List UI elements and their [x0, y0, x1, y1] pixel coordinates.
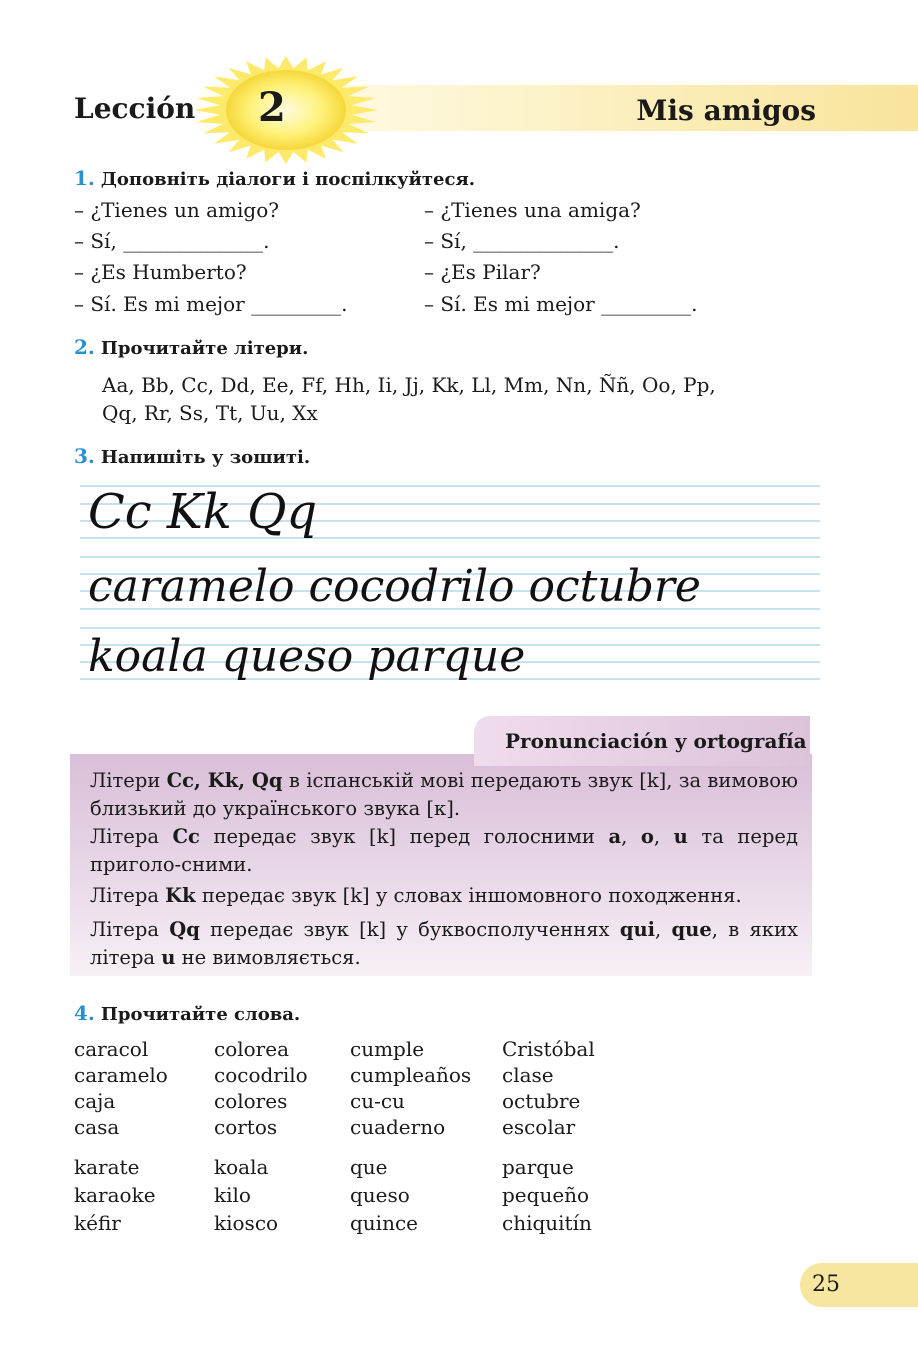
alphabet-line: Qq, Rr, Ss, Tt, Uu, Xx	[102, 401, 318, 425]
handwriting-lines	[80, 478, 820, 708]
word-item: escolar	[502, 1115, 576, 1139]
text: передає звук [k] перед голосними	[199, 825, 609, 848]
bold-letters: que	[671, 918, 712, 941]
bold-letters: a	[608, 825, 622, 848]
word-item: karaoke	[74, 1183, 156, 1207]
dialog-right-line: – ¿Tienes una amiga?	[424, 198, 641, 222]
dialog-left-line: – Sí, ______________.	[74, 229, 270, 253]
dialog-left-line: – ¿Tienes un amigo?	[74, 198, 279, 222]
word-item: octubre	[502, 1089, 581, 1113]
word-item: que	[350, 1155, 388, 1179]
exercise-number: 2.	[74, 335, 95, 359]
exercise-1-heading	[74, 166, 475, 190]
text: ,	[655, 918, 672, 941]
text: Літера	[90, 918, 170, 941]
word-item: colorea	[214, 1037, 289, 1061]
word-item: cocodrilo	[214, 1063, 308, 1087]
rule-paragraph	[90, 916, 798, 972]
text: в іспанській мові передають звук [k], за вимовою близький до українського звука [к].	[90, 769, 798, 820]
exercise-3-heading	[74, 444, 310, 468]
text: , в яких літера	[90, 918, 798, 969]
bold-letters: u	[673, 825, 688, 848]
word-item: kilo	[214, 1183, 251, 1207]
dialog-right-line: – Sí, ______________.	[424, 229, 620, 253]
text: передає звук [k] у словах іншомовного походження.	[195, 884, 742, 907]
word-item: cu-cu	[350, 1089, 405, 1113]
word-item: cumple	[350, 1037, 425, 1061]
page-title: Mis amigos	[636, 94, 816, 127]
exercise-instruction: Прочитайте літери.	[100, 338, 309, 359]
handwriting-line-1: Cc Kk Qq	[88, 484, 318, 540]
handwriting-line-3: koala queso parque	[88, 631, 526, 682]
word-item: karate	[74, 1155, 140, 1179]
word-item: caracol	[74, 1037, 149, 1061]
bold-letters: o	[640, 825, 654, 848]
word-item: kéfir	[74, 1211, 121, 1235]
word-item: cortos	[214, 1115, 278, 1139]
sun-burst-icon	[193, 55, 379, 165]
rule-paragraph	[90, 823, 798, 879]
word-item: casa	[74, 1115, 120, 1139]
text: ,	[621, 825, 641, 848]
alphabet-line: Aa, Bb, Cc, Dd, Ee, Ff, Hh, Ii, Jj, Kk, Ll, Mm, Nn, Ññ, Oo, Pp,	[102, 373, 716, 397]
word-item: clase	[502, 1063, 554, 1087]
bold-letters: u	[161, 946, 176, 969]
lesson-number: 2	[258, 84, 286, 131]
rule-paragraph	[90, 882, 798, 910]
word-item: parque	[502, 1155, 574, 1179]
rule-box-title: Pronunciación y ortografía	[505, 729, 807, 753]
word-item: cumpleaños	[350, 1063, 472, 1087]
word-item: Cristóbal	[502, 1037, 595, 1061]
text: та перед приголо-сними.	[90, 825, 798, 876]
bold-letters: Cc	[172, 825, 200, 848]
dialog-left-line: – ¿Es Humberto?	[74, 260, 247, 284]
bold-letters: qui	[619, 918, 656, 941]
exercise-number: 4.	[74, 1001, 95, 1025]
text: Літери	[90, 769, 167, 792]
text: Літера	[90, 884, 166, 907]
lesson-word: Lección	[74, 92, 196, 125]
word-item: colores	[214, 1089, 288, 1113]
page-number: 25	[812, 1272, 840, 1297]
exercise-number: 3.	[74, 444, 95, 468]
exercise-4-heading	[74, 1001, 300, 1025]
dialog-right-line: – ¿Es Pilar?	[424, 260, 541, 284]
handwriting-line-2: caramelo cocodrilo octubre	[88, 561, 701, 612]
word-item: chiquitín	[502, 1211, 592, 1235]
bold-letters: Kk	[165, 884, 196, 907]
word-item: koala	[214, 1155, 269, 1179]
dialog-left-line: – Sí. Es mi mejor _________.	[74, 292, 348, 316]
dialog-right-line: – Sí. Es mi mejor _________.	[424, 292, 698, 316]
rule-paragraph	[90, 767, 798, 823]
word-item: kiosco	[214, 1211, 279, 1235]
word-item: queso	[350, 1183, 410, 1207]
text: передає звук [k] у буквосполученнях	[199, 918, 620, 941]
text: ,	[653, 825, 674, 848]
word-item: caja	[74, 1089, 116, 1113]
text: не вимовляється.	[175, 946, 361, 969]
word-item: quince	[350, 1211, 418, 1235]
word-item: caramelo	[74, 1063, 168, 1087]
exercise-instruction: Прочитайте слова.	[100, 1004, 301, 1025]
exercise-instruction: Доповніть діалоги і поспілкуйтеся.	[100, 169, 476, 190]
text: Літера	[90, 825, 173, 848]
exercise-2-heading	[74, 335, 308, 359]
word-item: pequeño	[502, 1183, 590, 1207]
word-item: cuaderno	[350, 1115, 446, 1139]
exercise-number: 1.	[74, 166, 95, 190]
bold-letters: Qq	[169, 918, 200, 941]
exercise-instruction: Напишіть у зошиті.	[100, 447, 311, 468]
bold-letters: Cc, Kk, Qq	[166, 769, 283, 792]
